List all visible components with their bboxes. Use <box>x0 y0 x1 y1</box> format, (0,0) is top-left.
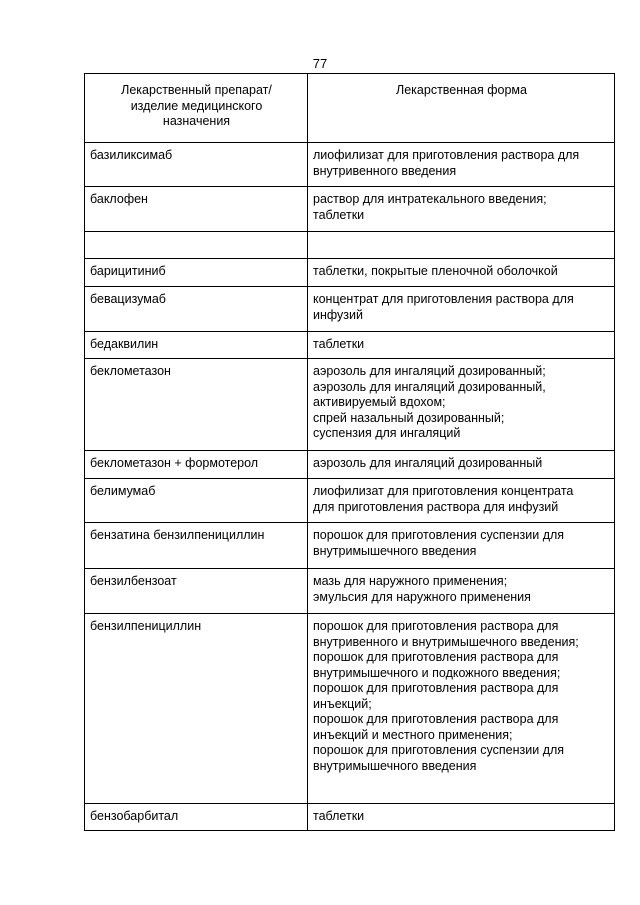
table-row <box>85 804 615 831</box>
table-row <box>85 187 615 232</box>
drug-cell <box>85 143 308 187</box>
drug-name: бензобарбитал <box>90 809 179 823</box>
form-cell <box>308 259 615 287</box>
form-cell <box>308 523 615 569</box>
form-cell <box>308 359 615 451</box>
table-row <box>85 332 615 359</box>
form-cell <box>308 287 615 332</box>
drug-form: аэрозоль для ингаляций дозированный; аэрозоль для ингаляций дозированный, активируемый вдохом; спрей назальный дозированный; суспензия для ингаляций <box>313 364 546 440</box>
drug-cell <box>85 332 308 359</box>
drug-form: таблетки <box>313 337 365 351</box>
drug-form: порошок для приготовления суспензии для внутримышечного введения <box>313 528 565 558</box>
drug-name: базиликсимаб <box>90 148 173 162</box>
drug-name: бензилпенициллин <box>90 619 202 633</box>
table-row <box>85 259 615 287</box>
table-row <box>85 143 615 187</box>
drug-name: белимумаб <box>90 484 156 498</box>
page-number: 77 <box>312 56 328 71</box>
form-cell <box>308 451 615 479</box>
drug-name: бензилбензоат <box>90 574 177 588</box>
table-row <box>85 569 615 614</box>
form-cell <box>308 187 615 232</box>
form-cell <box>308 143 615 187</box>
drug-cell <box>85 479 308 523</box>
drug-name: бевацизумаб <box>90 292 166 306</box>
drug-name: беклометазон + формотерол <box>90 456 259 470</box>
drug-form: аэрозоль для ингаляций дозированный <box>313 456 543 470</box>
drug-name: барицитиниб <box>90 264 166 278</box>
drug-form: таблетки <box>313 809 365 823</box>
drug-form: лиофилизат для приготовления концентрата для приготовления раствора для инфузий <box>313 484 574 514</box>
form-cell <box>308 479 615 523</box>
table-row <box>85 479 615 523</box>
drug-name: бедаквилин <box>90 337 159 351</box>
drug-form-table <box>84 73 615 831</box>
header-drug-label: Лекарственный препарат/ изделие медицинского назначения <box>121 83 272 128</box>
form-cell <box>308 232 615 259</box>
table-row <box>85 359 615 451</box>
table-row <box>85 451 615 479</box>
drug-cell <box>85 287 308 332</box>
form-cell <box>308 614 615 804</box>
header-drug <box>85 74 308 143</box>
drug-name: баклофен <box>90 192 148 206</box>
drug-cell <box>85 187 308 232</box>
drug-cell <box>85 232 308 259</box>
header-form-label: Лекарственная форма <box>396 83 527 97</box>
drug-cell <box>85 451 308 479</box>
drug-cell <box>85 804 308 831</box>
drug-form: раствор для интратекального введения; таблетки <box>313 192 547 222</box>
drug-cell <box>85 523 308 569</box>
table-row <box>85 287 615 332</box>
drug-cell <box>85 614 308 804</box>
drug-form: порошок для приготовления раствора для внутривенного и внутримышечного введения; порошок для приготовления раствора для внутримышечного и подкожного введения; порошок для приготовления раствора для инъекций; порошок для приготовления раствора для инъекций и местного применения; порошок для приготовления суспензии для внутримышечного введения <box>313 619 579 773</box>
drug-form: мазь для наружного применения; эмульсия для наружного применения <box>313 574 531 604</box>
drug-form: концентрат для приготовления раствора для инфузий <box>313 292 574 322</box>
drug-name: беклометазон <box>90 364 171 378</box>
header-form <box>308 74 615 143</box>
drug-name: бензатина бензилпенициллин <box>90 528 265 542</box>
drug-form: лиофилизат для приготовления раствора для внутривенного введения <box>313 148 580 178</box>
drug-cell <box>85 569 308 614</box>
drug-cell <box>85 259 308 287</box>
form-cell <box>308 569 615 614</box>
form-cell <box>308 804 615 831</box>
form-cell <box>308 332 615 359</box>
table-row <box>85 232 615 259</box>
table-header-row <box>85 74 615 143</box>
drug-form: таблетки, покрытые пленочной оболочкой <box>313 264 558 278</box>
drug-cell <box>85 359 308 451</box>
table-row <box>85 614 615 804</box>
table-row <box>85 523 615 569</box>
